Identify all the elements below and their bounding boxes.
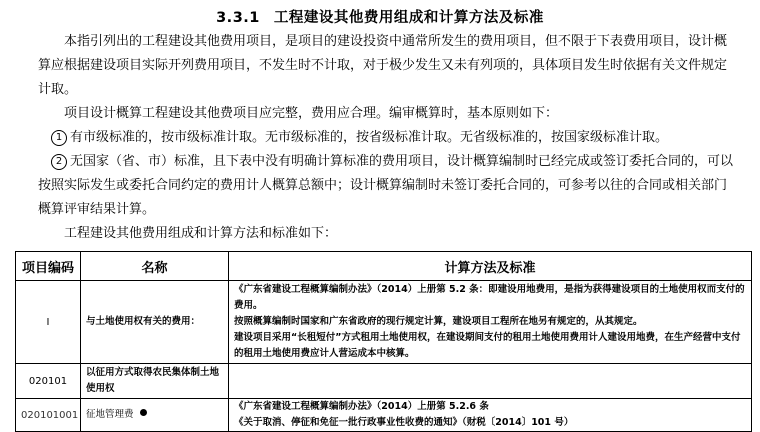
cost-standards-table	[15, 251, 752, 432]
table-intro-paragraph: 工程建设其他费用组成和计算方法和标准如下：	[64, 226, 338, 241]
table-row	[16, 399, 752, 432]
row-method	[229, 281, 752, 364]
bullet-dot-icon	[140, 409, 147, 416]
row-name-text: 征地管理费	[86, 409, 134, 420]
method-line: 《广东省建设工程概算编制办法》（2014）上册第 5.2 条：即建设用地费用，是指为获得建设项目的土地使用权而支付的费用。	[234, 284, 745, 311]
row-name: 以征用方式取得农民集体制土地使用权	[81, 364, 229, 399]
table-header-row	[16, 252, 752, 281]
section-title: 工程建设其他费用组成和计算方法及标准	[273, 10, 544, 26]
method-line: 建设项目采用“长租短付”方式租用土地使用权，在建设期间支付的租用土地使用费用计人建设用地费，在生产经营中支付的租用土地使用费应计人营运成本中核算。	[234, 332, 741, 359]
circled-number-1-icon: 1	[51, 130, 67, 146]
header-code: 项目编码	[16, 252, 81, 281]
method-line: 《关于取消、停征和免征一批行政事业性收费的通知》（财税〔2014〕101 号）	[234, 417, 574, 428]
principle-intro-paragraph: 项目设计概算工程建设其他费项目应完整，费用应合理。编审概算时，基本原则如下：	[64, 106, 559, 121]
method-line: 按照概算编制时国家和广东省政府的现行规定计算，建设项目工程所在地另有规定的，从其规定。	[234, 316, 643, 327]
section-number: 3.3.1	[216, 10, 260, 26]
row-method	[229, 399, 752, 432]
row-name	[81, 399, 229, 432]
row-code: 020101	[16, 364, 81, 399]
header-name: 名称	[81, 252, 229, 281]
rule-1-paragraph	[38, 126, 738, 150]
row-name: 与土地使用权有关的费用：	[81, 281, 229, 364]
row-code: 020101001	[16, 399, 81, 432]
method-line: 《广东省建设工程概算编制办法》（2014）上册第 5.2.6 条	[234, 401, 489, 412]
table-row	[16, 364, 752, 399]
row-method	[229, 364, 752, 399]
rule-1-text: 有市级标准的，按市级标准计取。无市级标准的，按省级标准计取。无省级标准的，按国家级标准计取。	[70, 130, 669, 145]
intro-paragraph: 本指引列出的工程建设其他费用项目，是项目的建设投资中通常所发生的费用项目，但不限于下表费用项目，设计概算应根据建设项目实际开列费用项目，不发生时不计取，对于极少发生又未有列项的，具体项目发生时依据有关文件规定计取。	[38, 34, 728, 97]
circled-number-2-icon: 2	[51, 154, 67, 170]
row-code: I	[16, 281, 81, 364]
rule-2-paragraph	[38, 150, 738, 222]
section-heading	[0, 6, 760, 27]
header-method: 计算方法及标准	[229, 252, 752, 281]
rule-2-text: 无国家（省、市）标准，且下表中没有明确计算标准的费用项目，设计概算编制时已经完成或签订委托合同的，可以按照实际发生或委托合同约定的费用计人概算总额中；设计概算编制时未签订委托合同的，可参考以往的合同或相关部门概算评审结果计算。	[38, 154, 734, 217]
table-row	[16, 281, 752, 364]
